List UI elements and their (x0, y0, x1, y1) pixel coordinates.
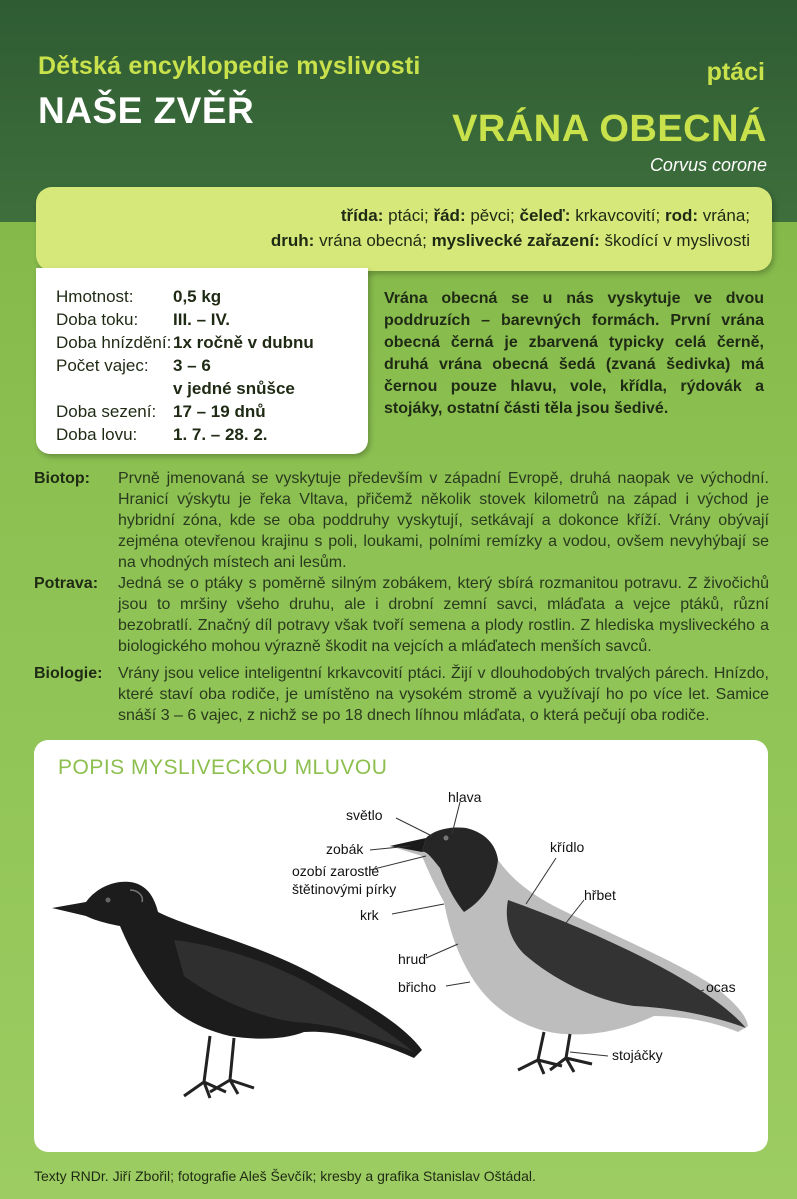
celed-value: krkavcovití; (575, 206, 661, 225)
fact-row (56, 354, 368, 377)
fact-label (56, 377, 173, 400)
section-text: Jedná se o ptáky s poměrně silným zobákem, který sbírá rozmanitou potravu. Z živočichů jsou to mršiny všeho druhu, ale i drobní zemní savci, mláďata a vejce ptáků, různí bezobratlí. Značný díl potravy však tvoří semena a plody rostlin. Z hlediska mysliveckého a biologického mohou výrazně škodit na vejcích a mláďatech menších savců. (118, 575, 769, 655)
fact-label: Doba lovu: (56, 425, 138, 444)
fact-row (56, 377, 368, 400)
fact-row (56, 331, 368, 354)
section-label: Biotop: (34, 470, 90, 487)
rad-value: pěvci; (470, 206, 515, 225)
taxonomy-box (36, 187, 772, 271)
fact-label: Doba toku: (56, 310, 139, 329)
label-stojacky: stojáčky (612, 1047, 663, 1063)
label-hrbet: hřbet (584, 887, 616, 903)
label-bricho: břicho (398, 979, 437, 995)
section-biologie (34, 663, 769, 726)
label-svetlo: světlo (346, 807, 383, 823)
category-label: ptáci (706, 58, 765, 86)
rad-label: řád: (433, 206, 466, 225)
label-hlava: hlava (448, 789, 482, 805)
fact-row (56, 423, 368, 446)
illustration-title: POPIS MYSLIVECKOU MLUVOU (58, 756, 388, 779)
fact-value: 1. 7. – 28. 2. (173, 425, 268, 444)
label-ocas: ocas (706, 979, 736, 995)
label-ozobi-line2: štětinovými pírky (292, 881, 397, 897)
species-name: VRÁNA OBECNÁ (452, 108, 767, 150)
label-kridlo: křídlo (550, 839, 585, 855)
crow-illustration (34, 740, 768, 1152)
fact-label: Doba sezení: (56, 402, 157, 421)
taxonomy-line-1 (36, 203, 750, 228)
fact-value: 3 – 6 (173, 356, 211, 375)
section-label: Potrava: (34, 575, 99, 592)
latin-name: Corvus corone (649, 155, 767, 175)
label-hrud: hruď (398, 951, 427, 967)
taxonomy-line-2 (36, 228, 750, 253)
illustration-panel (34, 740, 768, 1152)
section-biotop (34, 468, 769, 573)
credits: Texty RNDr. Jiří Zbořil; fotografie Aleš Ševčík; kresby a grafika Stanislav Oštádal. (34, 1168, 536, 1184)
section-label: Biologie: (34, 665, 103, 682)
trida-value: ptáci; (388, 206, 429, 225)
fact-value: 1x ročně v dubnu (173, 333, 314, 352)
rod-label: rod: (664, 206, 699, 225)
celed-label: čeleď: (519, 206, 571, 225)
rod-value: vrána; (702, 206, 750, 225)
fact-label: Hmotnost: (56, 287, 134, 306)
fact-row (56, 285, 368, 308)
fact-row (56, 400, 368, 423)
fact-value: III. – IV. (173, 310, 231, 329)
main-title: NAŠE ZVĚŘ (38, 90, 255, 131)
section-text: Vrány jsou velice inteligentní krkavcovití ptáci. Žijí v dlouhodobých trvalých párech. Hnízdo, které staví oba rodiče, je umístěno na vysokém stromě a využívají ho po více let. Samice snáší 3 – 6 vajec, z nichž se po 18 dnech líhnou mláďata, o která pečují oba rodiče. (118, 665, 769, 724)
facts-box (36, 268, 368, 454)
series-title: Dětská encyklopedie myslivosti (38, 52, 421, 80)
label-zobak: zobák (326, 841, 364, 857)
fact-value: 0,5 kg (173, 287, 222, 306)
druh-value: vrána obecná; (319, 231, 427, 250)
druh-label: druh: (270, 231, 315, 250)
zarazeni-label: myslivecké zařazení: (431, 231, 600, 250)
fact-value: 17 – 19 dnů (173, 402, 266, 421)
fact-label: Počet vajec: (56, 356, 149, 375)
fact-label: Doba hnízdění: (56, 333, 172, 352)
zarazeni-value: škodící v myslivosti (604, 231, 750, 250)
fact-value: v jedné snůšce (173, 379, 295, 398)
label-ozobi-line1: ozobí zarostlé (292, 863, 380, 879)
section-potrava (34, 573, 769, 657)
section-text: Prvně jmenovaná se vyskytuje především v západní Evropě, druhá naopak ve východní. Hranicí výskytu je řeka Vltava, přičemž několik stovek kilometrů na západ i východ je hybridní zóna, kde se oba poddruhy vyskytují, setkávají a dokonce kříží. Vrány obývají zejména otevřenou krajinu s poli, loukami, polními remízky a vodou, ovšem nevyhýbají se na vhodných místech ani lesům. (118, 470, 769, 571)
fact-row (56, 308, 368, 331)
trida-label: třída: (340, 206, 384, 225)
label-krk: krk (360, 907, 379, 923)
intro-paragraph: Vrána obecná se u nás vyskytuje ve dvou poddruzích – barevných formách. První vrána obecná černá je zbarvená typicky celá černě, druhá vrána obecná šedá (zvaná šedivka) má černou pouze hlavu, vole, křídla, rýdovák a stojáky, ostatní části těla jsou šedivé. (384, 290, 764, 417)
